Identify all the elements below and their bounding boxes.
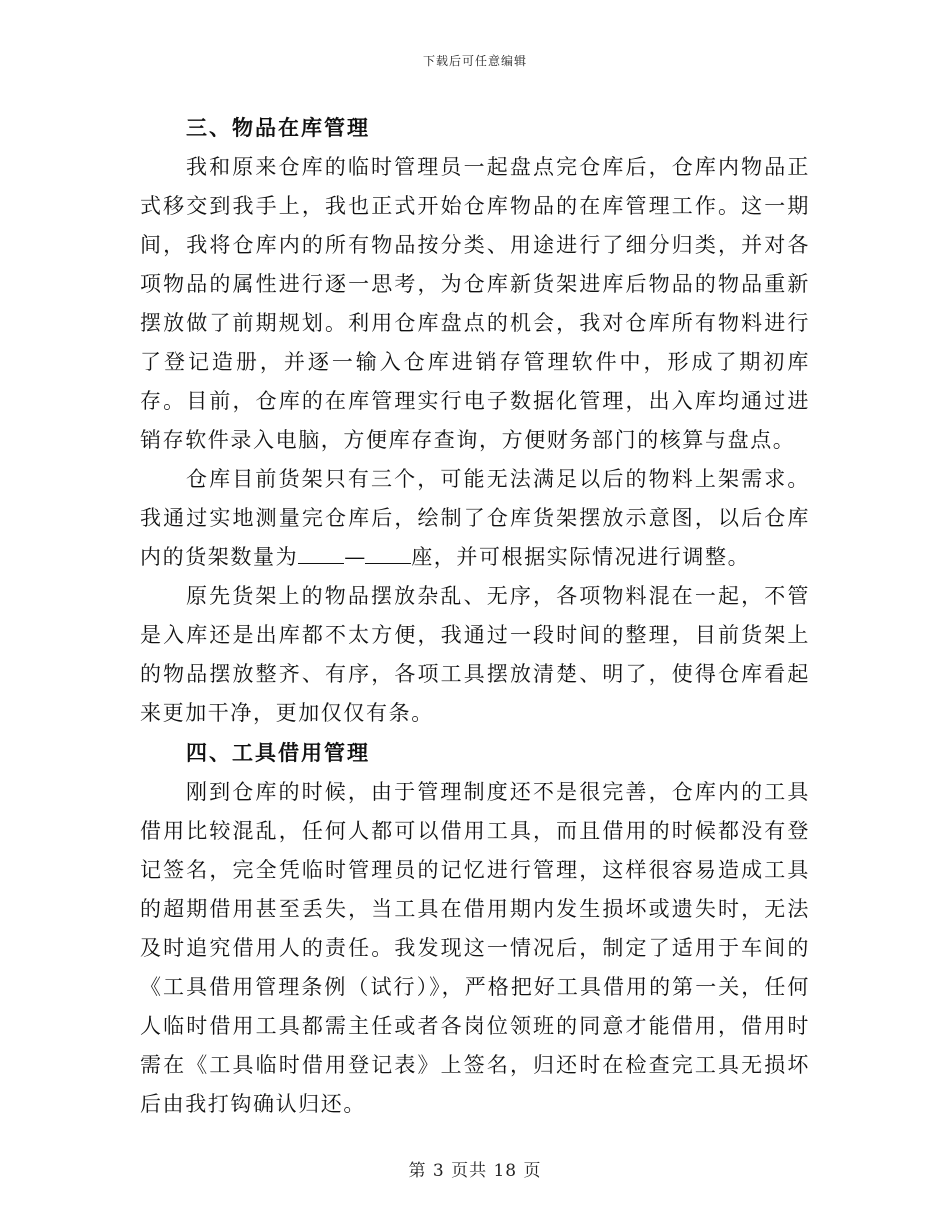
paragraph-2-text-end: 座，并可根据实际情况进行调整。 — [411, 545, 751, 569]
document-body — [140, 108, 810, 1124]
section-3-heading: 三、物品在库管理 — [186, 115, 370, 140]
page-number-footer: 第 3 页共 18 页 — [408, 1161, 542, 1181]
section-4-heading: 四、工具借用管理 — [186, 740, 370, 765]
header-note: 下载后可任意编辑 — [422, 54, 527, 68]
section-4-paragraph-1: 刚到仓库的时候，由于管理制度还不是很完善，仓库内的工具借用比较混乱，任何人都可以借用工具，而且借用的时候都没有登记签名，完全凭临时管理员的记忆进行管理，这样很容易造成工具的超期借用甚至丢失，当工具在借用期内发生损坏或遗失时，无法及时追究借用人的责任。我发现这一情况后，制定了适用于车间的《工具借用管理条例（试行）》，严格把好工具借用的第一关，任何人临时借用工具都需主任或者各岗位领班的同意才能借用，借用时需在《工具临时借用登记表》上签名，归还时在检查完工具无损坏后由我打钩确认归还。 — [140, 780, 810, 1116]
blank-field-1 — [298, 539, 344, 564]
dash-separator: — — [344, 545, 366, 569]
section-3-paragraph-3: 原先货架上的物品摆放杂乱、无序，各项物料混在一起，不管是入库还是出库都不太方便，我通过一段时间的整理，目前货架上的物品摆放整齐、有序，各项工具摆放清楚、明了，使得仓库看起来更加干净，更加仅仅有条。 — [140, 584, 810, 725]
section-3-paragraph-2 — [140, 460, 810, 577]
blank-field-2 — [365, 539, 411, 564]
paragraph-2-text-start: 仓库目前货架只有三个，可能无法满足以后的物料上架需求。我通过实地测量完仓库后，绘制了仓库货架摆放示意图，以后仓库内的货架数量为 — [140, 467, 810, 569]
section-3-paragraph-1: 我和原来仓库的临时管理员一起盘点完仓库后，仓库内物品正式移交到我手上，我也正式开始仓库物品的在库管理工作。这一期间，我将仓库内的所有物品按分类、用途进行了细分归类，并对各项物品的属性进行逐一思考，为仓库新货架进库后物品的物品重新摆放做了前期规划。利用仓库盘点的机会，我对仓库所有物料进行了登记造册，并逐一输入仓库进销存管理软件中，形成了期初库存。目前，仓库的在库管理实行电子数据化管理，出入库均通过进销存软件录入电脑，方便库存查询，方便财务部门的核算与盘点。 — [140, 155, 810, 452]
